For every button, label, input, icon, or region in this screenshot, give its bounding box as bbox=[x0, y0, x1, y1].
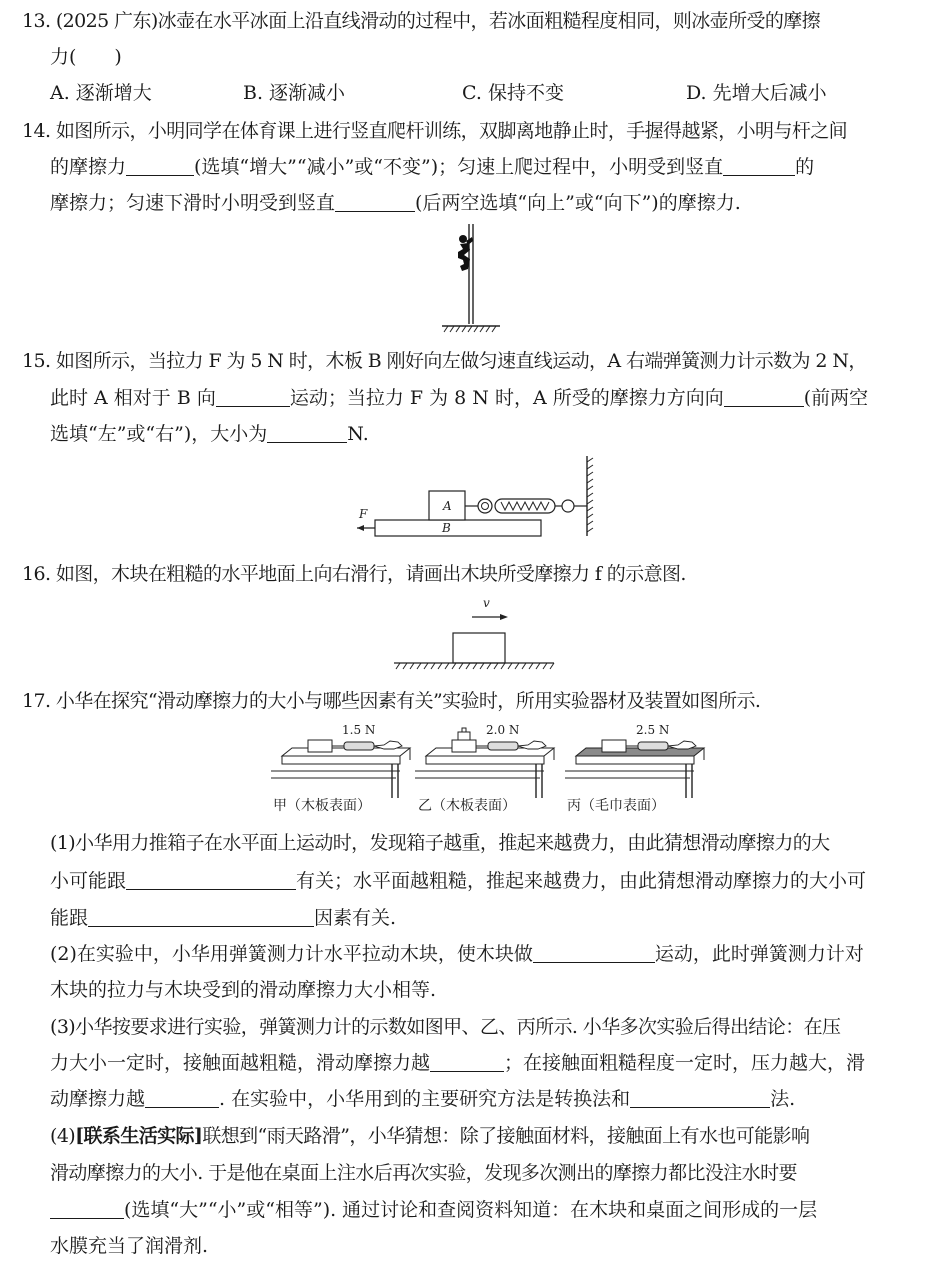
caption-bing: 丙（毛巾表面） bbox=[567, 798, 665, 814]
q17-blank-1[interactable] bbox=[126, 870, 296, 890]
label-v: v bbox=[483, 596, 490, 610]
caption-yi: 乙（木板表面） bbox=[418, 798, 516, 814]
q14-stem-line3: 摩擦力；匀速下滑时小明受到竖直 (后两空选填“向上”或“向下”)的摩擦力. bbox=[50, 192, 741, 214]
q15-blank-1[interactable] bbox=[216, 387, 290, 407]
q14-blank-3[interactable] bbox=[335, 192, 415, 212]
q17-part1-line2: 小可能跟 有关；水平面越粗糙，推起来越费力，由此猜想滑动摩擦力的大小可 bbox=[50, 870, 867, 892]
q15-blank-2[interactable] bbox=[724, 387, 804, 407]
q17-part4-line4: 水膜充当了润滑剂. bbox=[50, 1235, 209, 1257]
q17-part2-line1: (2)在实验中，小华用弹簧测力计水平拉动木块，使木块做 运动，此时弹簧测力计对 bbox=[50, 943, 864, 965]
caption-jia: 甲（木板表面） bbox=[273, 798, 371, 814]
q16-block-figure bbox=[390, 597, 560, 671]
q14-stem-line1: 14. 如图所示，小明同学在体育课上进行竖直爬杆训练，双脚离地静止时，手握得越紧，小明与杆之间 bbox=[22, 120, 848, 142]
q17-blank-4[interactable] bbox=[430, 1052, 504, 1072]
q17-blank-2[interactable] bbox=[88, 907, 314, 927]
wood-block bbox=[453, 633, 505, 663]
label-f: F bbox=[359, 507, 368, 521]
q17-setup-bing bbox=[562, 718, 710, 798]
q15-stem-line1: 15. 如图所示，当拉力 F 为 5 N 时，木板 B 刚好向左做匀速直线运动，A 右端弹簧测力计示数为 2 N， bbox=[22, 350, 867, 372]
q17-part3-line2: 力大小一定时，接触面越粗糙，滑动摩擦力越 ；在接触面粗糙程度一定时，压力越大，滑 bbox=[50, 1052, 866, 1074]
q17-part3-line3: 动摩擦力越 . 在实验中，小华用到的主要研究方法是转换法和 法. bbox=[50, 1088, 796, 1110]
q17-part3-line1: (3)小华按要求进行实验，弹簧测力计的示数如图甲、乙、丙所示. 小华多次实验后得出结论：在压 bbox=[50, 1016, 841, 1038]
q16-stem-line1: 16. 如图，木块在粗糙的水平地面上向右滑行，请画出木块所受摩擦力 f 的示意图. bbox=[22, 563, 686, 585]
label-b: B bbox=[442, 521, 451, 535]
q15-stem-line3: 选填“左”或“右”)，大小为 N. bbox=[50, 423, 369, 445]
q14-blank-2[interactable] bbox=[723, 156, 795, 176]
label-a: A bbox=[443, 499, 452, 513]
q13-stem-line1: 13. (2025 广东)冰壶在水平冰面上沿直线滑动的过程中，若冰面粗糙程度相同，则冰壶所受的摩擦 bbox=[22, 10, 821, 32]
q17-blank-3[interactable] bbox=[533, 943, 655, 963]
q15-blank-3[interactable] bbox=[267, 423, 347, 443]
q15-spring-scale-figure bbox=[355, 456, 605, 542]
q13-option-c[interactable]: C. 保持不变 bbox=[462, 82, 564, 104]
q17-setup-jia bbox=[268, 718, 416, 798]
q17-blank-6[interactable] bbox=[630, 1088, 770, 1108]
q17-part1-line1: (1)小华用力推箱子在水平面上运动时，发现箱子越重，推起来越费力，由此猜想滑动摩擦力的大 bbox=[50, 832, 830, 854]
q14-blank-1[interactable] bbox=[126, 156, 194, 176]
q17-part4-line1: (4)[联系生活实际]联想到“雨天路滑”，小华猜想：除了接触面材料，接触面上有水也可能影响 bbox=[50, 1125, 810, 1147]
q17-setup-yi bbox=[412, 718, 560, 798]
board-b bbox=[375, 520, 541, 536]
q13-option-b[interactable]: B. 逐渐减小 bbox=[243, 82, 346, 104]
q17-part4-line2: 滑动摩擦力的大小. 于是他在桌面上注水后再次实验，发现多次测出的摩擦力都比没注水时要 bbox=[50, 1162, 797, 1184]
reading-jia: 1.5 N bbox=[342, 723, 376, 737]
q13-option-d[interactable]: D. 先增大后减小 bbox=[686, 82, 827, 104]
q14-stem-line2: 的摩擦力 (选填“增大”“减小”或“不变”)；匀速上爬过程中，小明受到竖直 的 bbox=[50, 156, 815, 178]
q17-blank-7[interactable] bbox=[50, 1199, 124, 1219]
q17-blank-5[interactable] bbox=[145, 1088, 219, 1108]
reading-yi: 2.0 N bbox=[486, 723, 520, 737]
q17-part4-line3: (选填“大”“小”或“相等”). 通过讨论和查阅资料知道：在木块和桌面之间形成的一层 bbox=[50, 1195, 817, 1222]
q14-pole-figure bbox=[430, 222, 510, 334]
q15-stem-line2: 此时 A 相对于 B 向 运动；当拉力 F 为 8 N 时，A 所受的摩擦力方向向 (前两空 bbox=[50, 387, 869, 409]
climber-silhouette bbox=[458, 235, 473, 271]
q17-stem-line1: 17. 小华在探究“滑动摩擦力的大小与哪些因素有关”实验时，所用实验器材及装置如图所示. bbox=[22, 690, 761, 712]
q17-part1-line3: 能跟 因素有关. bbox=[50, 907, 397, 929]
q17-life-tag: [联系生活实际] bbox=[75, 1125, 203, 1147]
reading-bing: 2.5 N bbox=[636, 723, 670, 737]
q13-option-a[interactable]: A. 逐渐增大 bbox=[50, 82, 152, 104]
q17-part2-line2: 木块的拉力与木块受到的滑动摩擦力大小相等. bbox=[50, 979, 437, 1001]
q13-stem-line2: 力( ) bbox=[50, 46, 122, 68]
